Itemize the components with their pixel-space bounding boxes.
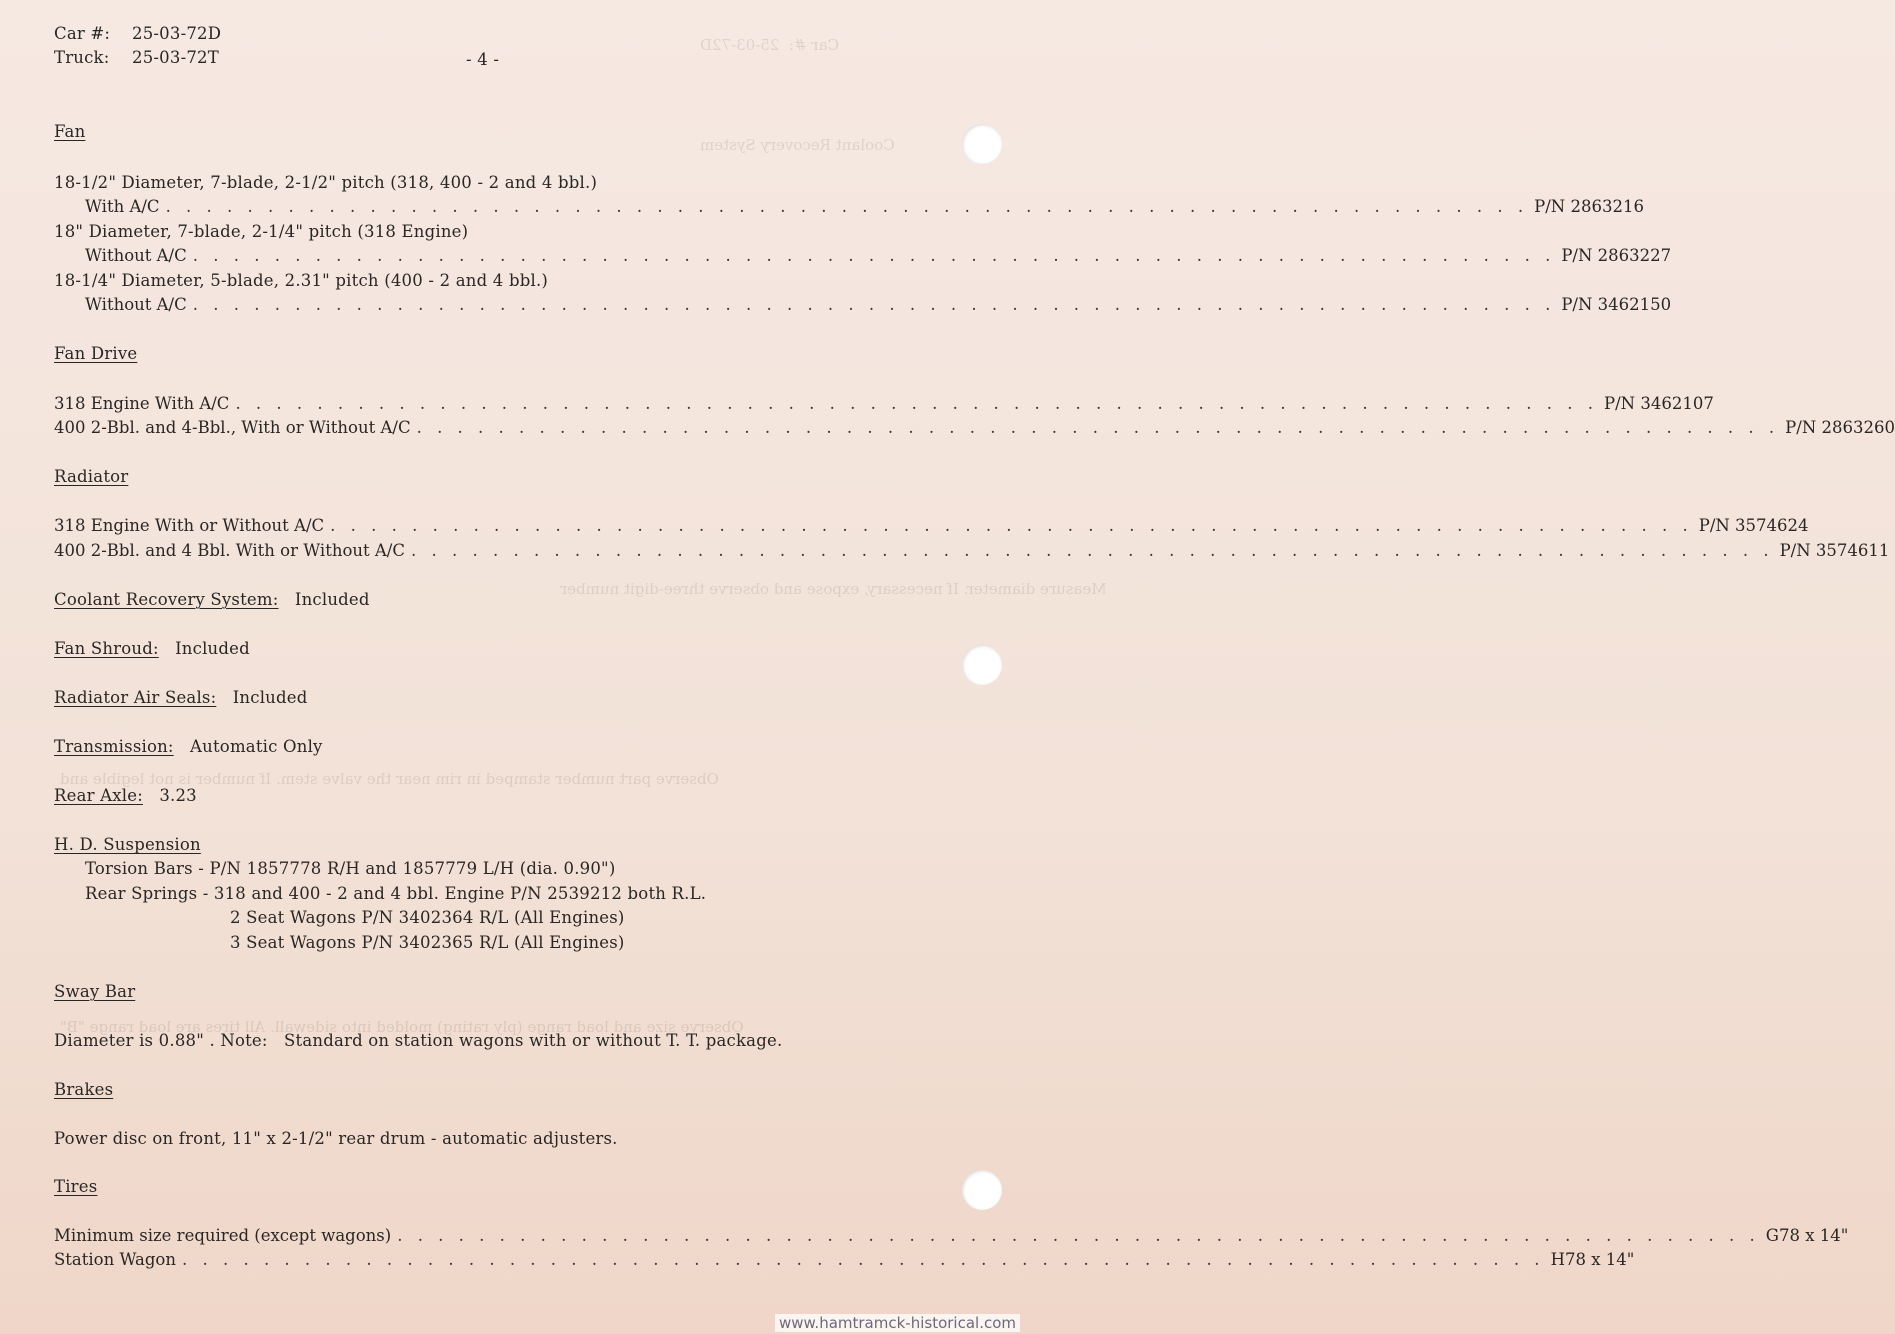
two-seat-wagons-line: 2 Seat Wagons P/N 3402364 R/L (All Engines) [230,908,625,927]
fan-item-2-row [85,246,1672,266]
coolant-recovery-line [54,590,370,610]
tires-item-2-value: H78 x 14" [1550,1250,1635,1269]
fan-drive-item-1 [54,394,1714,414]
binder-hole [962,645,1002,685]
sway-bar-text: Diameter is 0.88" . Note: Standard on station wagons with or without T. T. package. [54,1031,783,1050]
car-number-label: Car #: [54,24,111,43]
rear-springs-line: Rear Springs - 318 and 400 - 2 and 4 bbl. Engine P/N 2539212 both R.L. [85,884,707,903]
sway-bar-heading: Sway Bar [54,982,136,1001]
radiator-item-1-part-number: P/N 3574624 [1698,516,1809,535]
tires-item-1-label: Minimum size required (except wagons) [54,1226,392,1245]
coolant-recovery-value: Included [294,590,370,609]
radiator-item-2-label: 400 2-Bbl. and 4 Bbl. With or Without A/C [54,541,405,560]
brakes-text: Power disc on front, 11" x 2-1/2" rear drum - automatic adjusters. [54,1129,618,1148]
website-watermark: www.hamtramck-historical.com [775,1314,1020,1332]
leader-dots: . . . . . . . . . . . . . . . . . . . . . . . . . . . . . . . . . . . . . . . . . . . . . . . . . . . . . . . . . . . . . . . . . . . [411,541,1774,560]
leader-dots: . . . . . . . . . . . . . . . . . . . . . . . . . . . . . . . . . . . . . . . . . . . . . . . . . . . . . . . . . . . . . . . . . . . [192,246,1556,265]
radiator-air-seals-line [54,688,307,708]
rear-axle-line [54,786,197,806]
transmission-label: Transmission: [54,737,174,756]
fan-shroud-value: Included [175,639,250,658]
fan-item-1-part-number: P/N 2863216 [1534,197,1644,216]
truck-number-label: Truck: [54,48,110,67]
suspension-heading: H. D. Suspension [54,835,201,854]
transmission-value: Automatic Only [190,737,323,756]
fan-item-3-part-number: P/N 3462150 [1561,295,1672,314]
fan-item-3-desc: 18-1/4" Diameter, 5-blade, 2.31" pitch (400 - 2 and 4 bbl.) [54,271,549,290]
radiator-item-1 [54,516,1809,536]
brakes-heading: Brakes [54,1080,114,1099]
fan-drive-item-1-label: 318 Engine With A/C [54,394,230,413]
bleed-through-text: Coolant Recovery System [700,136,895,154]
torsion-bars-line: Torsion Bars - P/N 1857778 R/H and 1857779 L/H (dia. 0.90") [85,859,616,878]
radiator-air-seals-label: Radiator Air Seals: [54,688,217,707]
fan-item-3-row [85,295,1672,315]
leader-dots: . . . . . . . . . . . . . . . . . . . . . . . . . . . . . . . . . . . . . . . . . . . . . . . . . . . . . . . . . . . . . . . . . . . [416,418,1780,437]
rear-axle-label: Rear Axle: [54,786,143,805]
tires-item-2 [54,1250,1635,1270]
tires-heading: Tires [54,1177,98,1196]
bleed-through-text: Observe size and load range (ply rating) molded into sidewall. All tires are load range "B" [60,1018,744,1036]
bleed-through-text: Car #: 25-03-72D [700,36,839,54]
fan-heading: Fan [54,122,86,141]
bleed-through-text: Observe part number stamped in rim near the valve stem. If number is not legible and [60,770,719,788]
rear-axle-value: 3.23 [159,786,197,805]
leader-dots: . . . . . . . . . . . . . . . . . . . . . . . . . . . . . . . . . . . . . . . . . . . . . . . . . . . . . . . . . . . . . . . . . . . [165,197,1529,216]
fan-item-1-sub: With A/C [85,197,160,216]
fan-item-2-sub: Without A/C [85,246,187,265]
fan-drive-item-2-part-number: P/N 2863260 [1785,418,1895,437]
radiator-item-1-label: 318 Engine With or Without A/C [54,516,325,535]
tires-item-1 [54,1226,1849,1246]
fan-item-2-part-number: P/N 2863227 [1561,246,1672,265]
fan-shroud-label: Fan Shroud: [54,639,159,658]
coolant-recovery-label: Coolant Recovery System: [54,590,279,609]
leader-dots: . . . . . . . . . . . . . . . . . . . . . . . . . . . . . . . . . . . . . . . . . . . . . . . . . . . . . . . . . . . . . . . . . . . [192,295,1556,314]
fan-item-1-desc: 18-1/2" Diameter, 7-blade, 2-1/2" pitch (318, 400 - 2 and 4 bbl.) [54,173,598,192]
fan-item-3-sub: Without A/C [85,295,187,314]
fan-item-1-row [85,197,1644,217]
fan-shroud-line [54,639,250,659]
truck-number-value: 25-03-72T [132,48,219,67]
binder-hole [962,124,1002,164]
tires-item-2-label: Station Wagon [54,1250,176,1269]
page-number: - 4 - [466,50,500,69]
radiator-item-2 [54,541,1890,561]
fan-drive-item-2 [54,418,1895,438]
leader-dots: . . . . . . . . . . . . . . . . . . . . . . . . . . . . . . . . . . . . . . . . . . . . . . . . . . . . . . . . . . . . . . . . . . . [235,394,1599,413]
fan-drive-item-2-label: 400 2-Bbl. and 4-Bbl., With or Without A/C [54,418,411,437]
car-number-value: 25-03-72D [132,24,222,43]
bleed-through-text: Measure diameter. If necessary, expose and observe three-digit number [560,580,1107,598]
leader-dots: . . . . . . . . . . . . . . . . . . . . . . . . . . . . . . . . . . . . . . . . . . . . . . . . . . . . . . . . . . . . . . . . . . . [330,516,1693,535]
fan-drive-item-1-part-number: P/N 3462107 [1604,394,1714,413]
leader-dots: . . . . . . . . . . . . . . . . . . . . . . . . . . . . . . . . . . . . . . . . . . . . . . . . . . . . . . . . . . . . . . . . . . . [397,1226,1760,1245]
tires-item-1-value: G78 x 14" [1765,1226,1849,1245]
leader-dots: . . . . . . . . . . . . . . . . . . . . . . . . . . . . . . . . . . . . . . . . . . . . . . . . . . . . . . . . . . . . . . . . . . . [181,1250,1545,1269]
three-seat-wagons-line: 3 Seat Wagons P/N 3402365 R/L (All Engines) [230,933,625,952]
radiator-heading: Radiator [54,467,129,486]
fan-item-2-desc: 18" Diameter, 7-blade, 2-1/4" pitch (318 Engine) [54,222,469,241]
radiator-air-seals-value: Included [232,688,308,707]
binder-hole [962,1170,1002,1210]
transmission-line [54,737,323,757]
fan-drive-heading: Fan Drive [54,344,138,363]
radiator-item-2-part-number: P/N 3574611 [1779,541,1890,560]
